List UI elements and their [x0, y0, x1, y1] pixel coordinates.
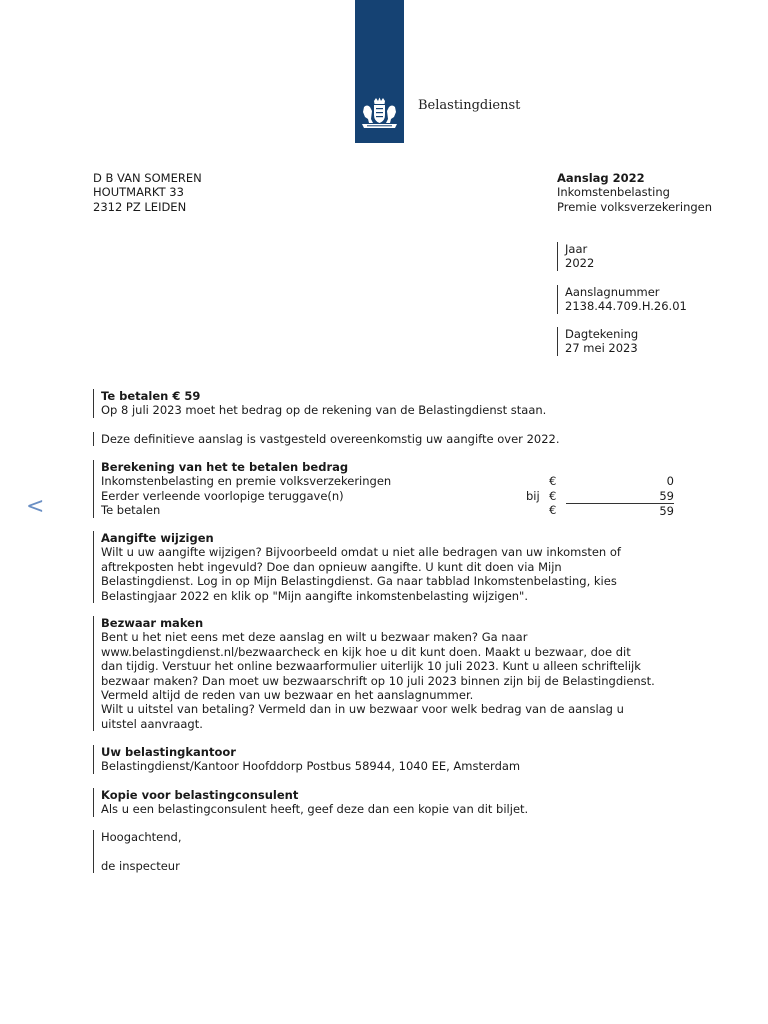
objection-line: uitstel aanvraagt.: [101, 716, 203, 731]
change-line: Wilt u uw aangifte wijzigen? Bijvoorbeeld omdat u niet alle bedragen van uw inkomsten of: [101, 545, 621, 560]
calculation-row: [101, 489, 701, 503]
assessment-title: Aanslag 2022: [557, 171, 645, 185]
calculation-row-label: Eerder verleende voorlopige teruggave(n): [101, 488, 344, 503]
meta-date-value: 27 mei 2023: [565, 341, 638, 356]
meta-year: [557, 242, 594, 271]
calculation-row-label: Inkomstenbelasting en premie volksverzekeringen: [101, 474, 392, 489]
assessment-heading: [557, 171, 712, 214]
logo-band: [355, 0, 404, 143]
office-section: [93, 745, 701, 774]
previous-page-arrow[interactable]: <: [26, 494, 45, 519]
pay-section: [93, 389, 701, 418]
objection-line: Wilt u uitstel van betaling? Vermeld dan in uw bezwaar voor welk bedrag van de aanslag u: [101, 702, 624, 717]
closing-greeting: Hoogachtend,: [101, 830, 182, 844]
office-text: Belastingdienst/Kantoor Hoofddorp Postbus 58944, 1040 EE, Amsterdam: [101, 759, 521, 774]
definitive-text: Deze definitieve aanslag is vastgesteld overeenkomstig uw aangifte over 2022.: [101, 432, 560, 446]
meta-number-label: Aanslagnummer: [565, 285, 660, 299]
calculation-row-amount: 0: [666, 474, 674, 489]
change-line: Belastingjaar 2022 en klik op "Mijn aangifte inkomstenbelasting wijzigen".: [101, 588, 528, 603]
calculation-row-amount: 59: [566, 503, 674, 518]
definitive-section: [93, 432, 701, 446]
recipient-street: HOUTMARKT 33: [93, 185, 184, 200]
meta-date-label: Dagtekening: [565, 327, 639, 341]
calculation-row-currency: €: [549, 503, 557, 518]
recipient-name: D B VAN SOMEREN: [93, 171, 202, 185]
pay-text: Op 8 juli 2023 moet het bedrag op de rekening van de Belastingdienst staan.: [101, 403, 547, 418]
change-line: Belastingdienst. Log in op Mijn Belastingdienst. Ga naar tabblad Inkomstenbelasting, kies: [101, 574, 617, 589]
brand-name: Belastingdienst: [418, 98, 521, 113]
pay-title: Te betalen € 59: [101, 389, 201, 403]
office-title: Uw belastingkantoor: [101, 745, 236, 759]
calculation-row-currency: €: [549, 488, 557, 503]
calculation-row-total: [101, 503, 701, 517]
change-line: aftrekposten hebt ingevuld? Doe dan opnieuw aangifte. U kunt dit doen via Mijn: [101, 559, 562, 574]
calculation-row-label: Te betalen: [101, 503, 161, 518]
closing-signature: de inspecteur: [101, 858, 180, 873]
closing-section: [93, 830, 701, 873]
meta-date: [557, 327, 638, 356]
change-section: [93, 531, 701, 603]
calculation-row-prefix: bij: [526, 488, 540, 503]
objection-section: [93, 616, 701, 731]
consultant-title: Kopie voor belastingconsulent: [101, 788, 299, 802]
recipient-city: 2312 PZ LEIDEN: [93, 199, 187, 214]
objection-line: www.belastingdienst.nl/bezwaarcheck en kijk hoe u dit kunt doen. Maakt u bezwaar, doe dit: [101, 644, 631, 659]
calculation-row-currency: €: [549, 474, 557, 489]
meta-number-value: 2138.44.709.H.26.01: [565, 299, 687, 314]
objection-line: Vermeld altijd de reden van uw bezwaar en het aanslagnummer.: [101, 688, 474, 703]
recipient-address: [93, 171, 202, 214]
consultant-text: Als u een belastingconsulent heeft, geef deze dan een kopie van dit biljet.: [101, 802, 529, 817]
assessment-type: Inkomstenbelasting: [557, 185, 670, 200]
objection-title: Bezwaar maken: [101, 616, 204, 630]
royal-crest-icon: [359, 97, 400, 131]
consultant-section: [93, 788, 701, 817]
meta-year-label: Jaar: [565, 242, 588, 256]
meta-year-value: 2022: [565, 256, 595, 271]
change-title: Aangifte wijzigen: [101, 531, 214, 545]
meta-number: [557, 285, 687, 314]
calculation-row-amount: 59: [659, 488, 674, 503]
objection-line: Bent u het niet eens met deze aanslag en wilt u bezwaar maken? Ga naar: [101, 630, 528, 645]
calculation-section: [93, 460, 701, 518]
assessment-premium: Premie volksverzekeringen: [557, 199, 713, 214]
calculation-row: [101, 474, 701, 488]
calculation-title: Berekening van het te betalen bedrag: [101, 460, 349, 474]
objection-line: bezwaar maken? Dan moet uw bezwaarschrift op 10 juli 2023 binnen zijn bij de Belastingdienst.: [101, 673, 655, 688]
objection-line: dan tijdig. Verstuur het online bezwaarformulier uiterlijk 10 juli 2023. Kunt u alleen schriftelijk: [101, 659, 641, 674]
